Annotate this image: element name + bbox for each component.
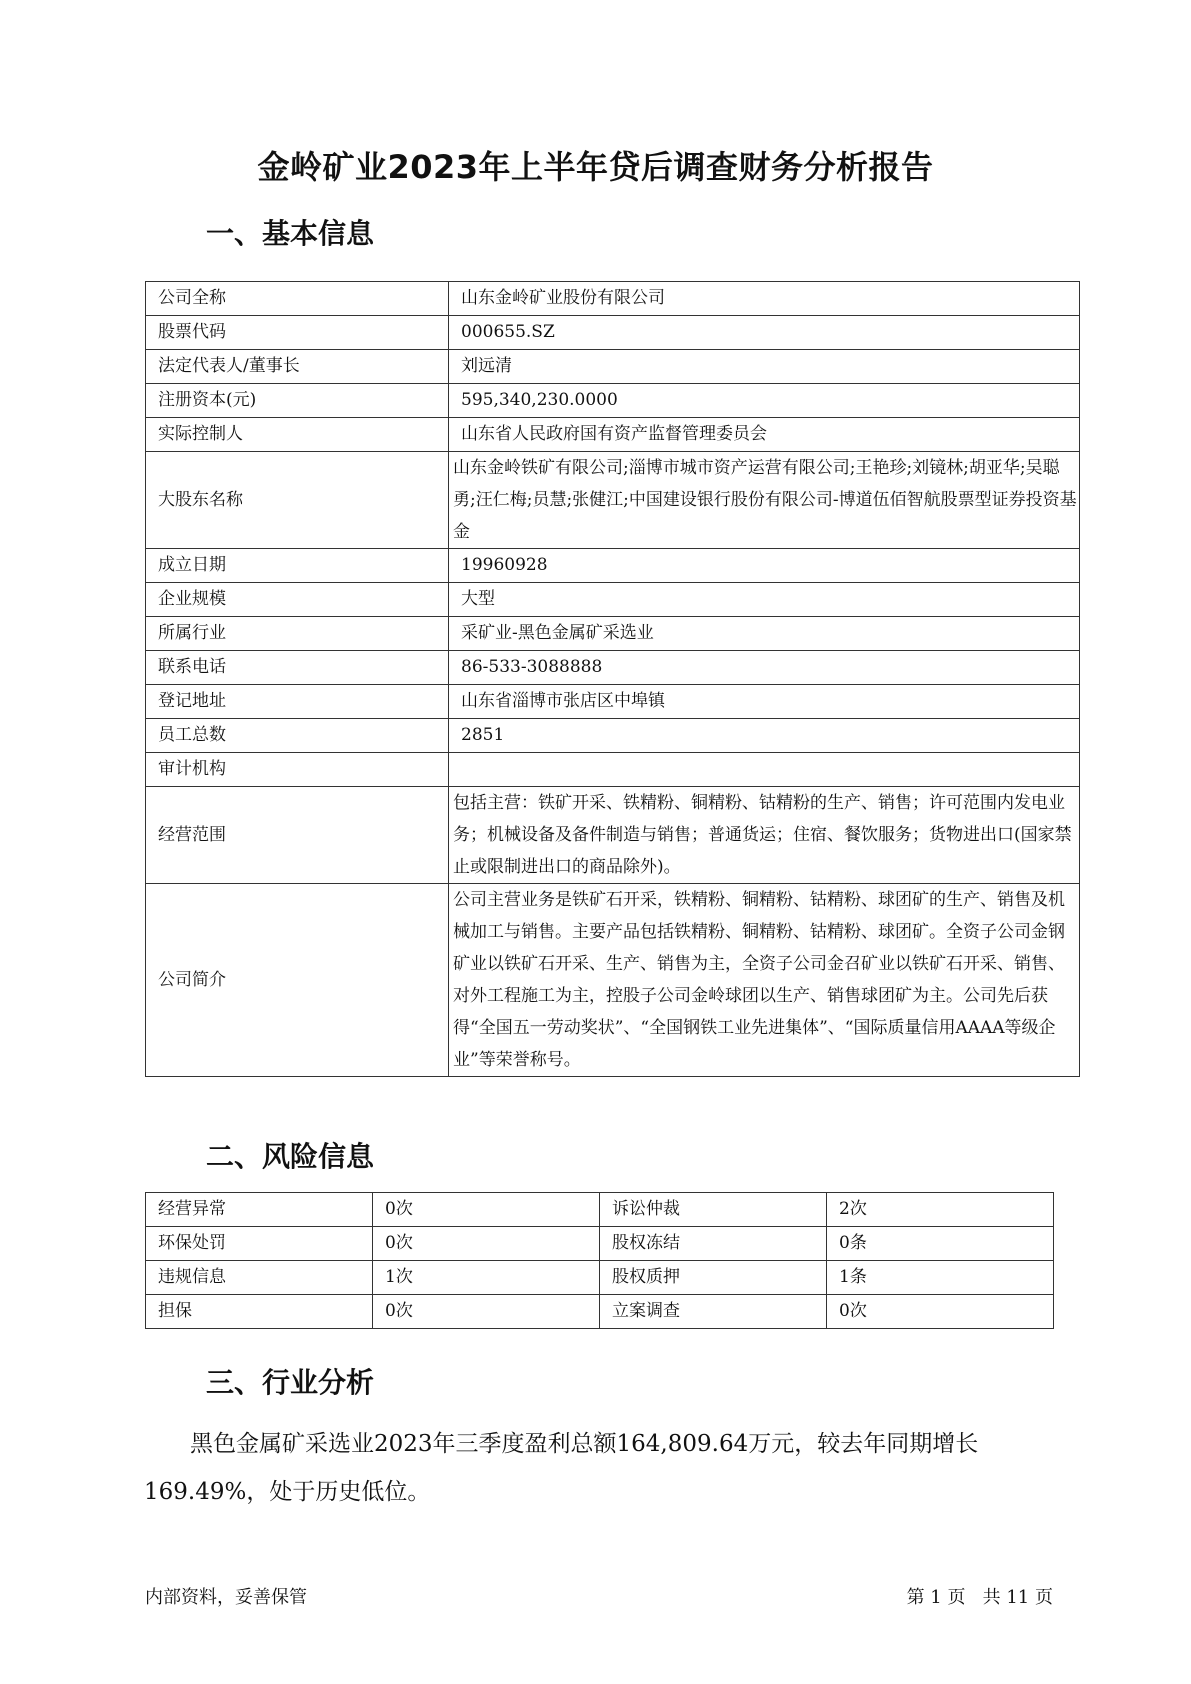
info-label: 联系电话 [146, 651, 449, 685]
info-label: 审计机构 [146, 753, 449, 787]
info-label: 登记地址 [146, 685, 449, 719]
footer-page-indicator: 第 1 页 共 11 页 [906, 1587, 1053, 1608]
table-row [146, 452, 1080, 549]
info-value: 山东金岭铁矿有限公司;淄博市城市资产运营有限公司;王艳珍;刘镜林;胡亚华;吴聪勇;汪仁梅;员慧;张健江;中国建设银行股份有限公司-博道伍佰智航股票型证券投资基金 [449, 452, 1080, 549]
info-label: 股票代码 [146, 316, 449, 350]
basic-info-table [145, 281, 1080, 1077]
section-heading-risk-info: 二、风险信息 [206, 1140, 375, 1173]
risk-label: 经营异常 [146, 1193, 373, 1227]
info-value: 山东省淄博市张店区中埠镇 [449, 685, 1080, 719]
section-heading-basic-info: 一、基本信息 [206, 217, 375, 250]
info-value: 大型 [449, 583, 1080, 617]
risk-value: 0次 [373, 1227, 600, 1261]
table-row [146, 418, 1080, 452]
risk-value: 0次 [827, 1295, 1054, 1329]
info-label: 大股东名称 [146, 452, 449, 549]
info-label: 法定代表人/董事长 [146, 350, 449, 384]
section-heading-industry-analysis: 三、行业分析 [206, 1366, 375, 1399]
table-row [146, 719, 1080, 753]
industry-analysis-paragraph: 黑色金属矿采选业2023年三季度盈利总额164,809.64万元，较去年同期增长169.49%，处于历史低位。 [144, 1431, 979, 1505]
risk-label: 诉讼仲裁 [600, 1193, 827, 1227]
risk-value: 2次 [827, 1193, 1054, 1227]
info-value: 采矿业-黑色金属矿采选业 [449, 617, 1080, 651]
info-value: 86-533-3088888 [449, 651, 1080, 685]
risk-value: 0次 [373, 1295, 600, 1329]
risk-info-table [145, 1192, 1054, 1329]
risk-label: 股权质押 [600, 1261, 827, 1295]
info-value: 595,340,230.0000 [449, 384, 1080, 418]
info-value: 19960928 [449, 549, 1080, 583]
info-value: 山东省人民政府国有资产监督管理委员会 [449, 418, 1080, 452]
footer-confidential-note: 内部资料，妥善保管 [145, 1587, 307, 1608]
risk-value: 1条 [827, 1261, 1054, 1295]
info-label: 实际控制人 [146, 418, 449, 452]
table-row [146, 651, 1080, 685]
table-row [146, 583, 1080, 617]
table-row [146, 1227, 1054, 1261]
table-row [146, 384, 1080, 418]
table-row [146, 350, 1080, 384]
info-value: 2851 [449, 719, 1080, 753]
info-label: 员工总数 [146, 719, 449, 753]
info-value: 山东金岭矿业股份有限公司 [449, 282, 1080, 316]
document-title: 金岭矿业2023年上半年贷后调查财务分析报告 [257, 148, 934, 186]
table-row [146, 884, 1080, 1077]
table-row [146, 1193, 1054, 1227]
table-row [146, 685, 1080, 719]
table-row [146, 282, 1080, 316]
risk-label: 股权冻结 [600, 1227, 827, 1261]
risk-label: 违规信息 [146, 1261, 373, 1295]
info-value: 公司主营业务是铁矿石开采，铁精粉、铜精粉、钴精粉、球团矿的生产、销售及机械加工与销售。主要产品包括铁精粉、铜精粉、钴精粉、球团矿。全资子公司金钢矿业以铁矿石开采、生产、销售为主，全资子公司金召矿业以铁矿石开采、销售、对外工程施工为主，控股子公司金岭球团以生产、销售球团矿为主。公司先后获得“全国五一劳动奖状”、“全国钢铁工业先进集体”、“国际质量信用AAAA等级企业”等荣誉称号。 [449, 884, 1080, 1077]
table-row [146, 1261, 1054, 1295]
info-label: 所属行业 [146, 617, 449, 651]
info-value: 000655.SZ [449, 316, 1080, 350]
risk-value: 0次 [373, 1193, 600, 1227]
table-row [146, 753, 1080, 787]
info-label: 成立日期 [146, 549, 449, 583]
table-row [146, 549, 1080, 583]
risk-label: 担保 [146, 1295, 373, 1329]
risk-value: 0条 [827, 1227, 1054, 1261]
table-row [146, 787, 1080, 884]
info-label: 公司简介 [146, 884, 449, 1077]
table-row [146, 316, 1080, 350]
risk-label: 立案调查 [600, 1295, 827, 1329]
table-row [146, 617, 1080, 651]
risk-value: 1次 [373, 1261, 600, 1295]
info-value: 刘远清 [449, 350, 1080, 384]
info-label: 公司全称 [146, 282, 449, 316]
table-row [146, 1295, 1054, 1329]
info-value [449, 753, 1080, 787]
info-label: 注册资本(元) [146, 384, 449, 418]
info-label: 企业规模 [146, 583, 449, 617]
risk-label: 环保处罚 [146, 1227, 373, 1261]
info-label: 经营范围 [146, 787, 449, 884]
info-value: 包括主营：铁矿开采、铁精粉、铜精粉、钴精粉的生产、销售；许可范围内发电业务；机械设备及备件制造与销售；普通货运；住宿、餐饮服务；货物进出口(国家禁止或限制进出口的商品除外)。 [449, 787, 1080, 884]
